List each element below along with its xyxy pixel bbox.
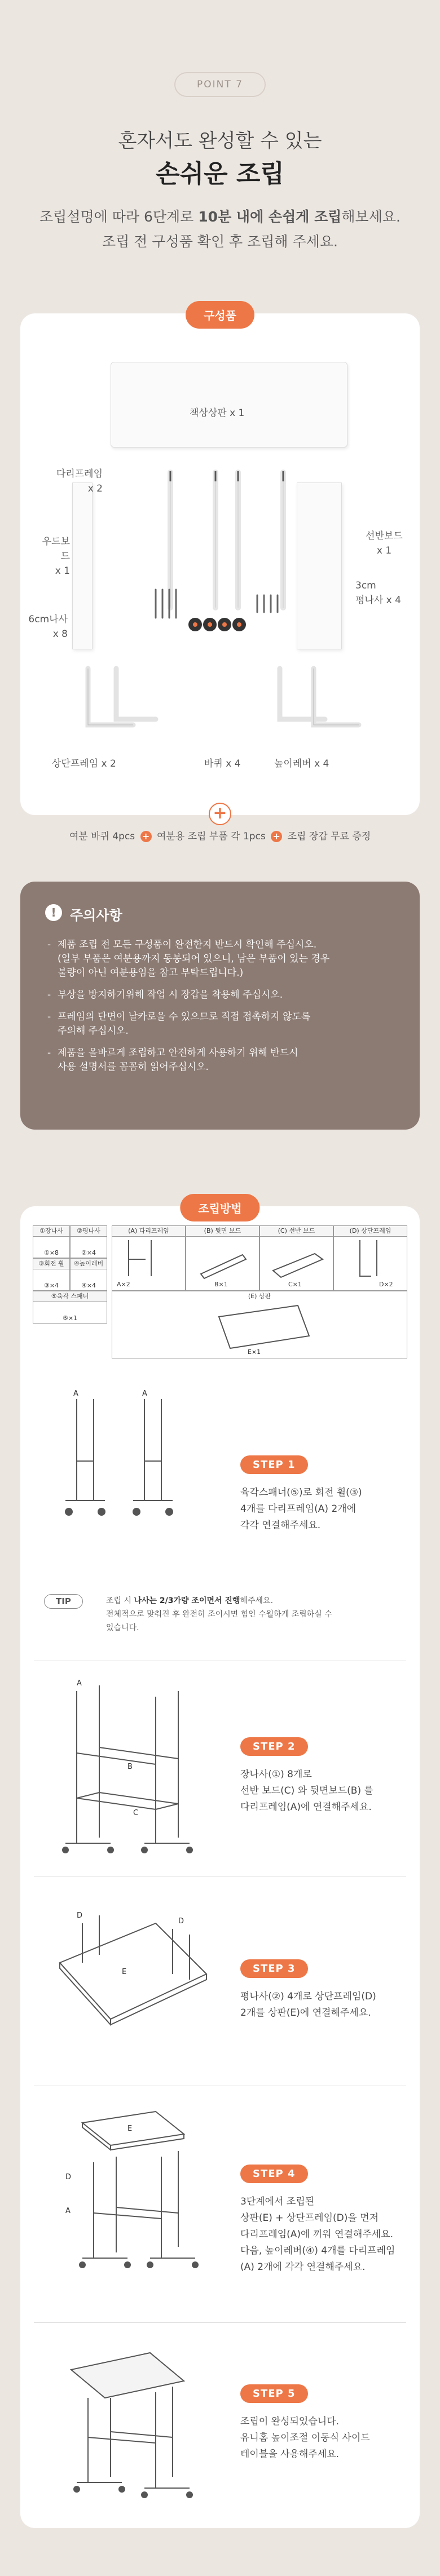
tip-text xyxy=(106,1594,399,1635)
label-d: D xyxy=(178,1917,184,1926)
notice-item: - 제품 조립 전 모든 구성품이 완전한지 반드시 확인해 주십시오. (일부 부품은 여분용까지 동봉되어 있으니, 남은 부품이 있는 경우 불량이 아닌 여분용임을 참고 부탁드립니다.) xyxy=(45,938,395,980)
step-3-diagram xyxy=(43,1889,212,2053)
top-board-label: 책상상판 x 1 xyxy=(190,408,245,419)
label-c: C xyxy=(133,1809,139,1817)
method-badge: 조립방법 xyxy=(180,1194,259,1221)
step-2-diagram xyxy=(43,1674,212,1860)
notice-title: 주의사항 xyxy=(70,908,122,923)
panel-title: (D) 상단프레임 xyxy=(334,1226,407,1237)
top-frame-label: 상단프레임 x 2 xyxy=(52,758,116,769)
plus-icon: + xyxy=(209,803,231,825)
step-5-badge: STEP 5 xyxy=(240,2384,308,2403)
notice-item: - 부상을 방지하기위해 작업 시 장갑을 착용해 주십시오. xyxy=(45,988,395,1002)
intro-line-1 xyxy=(0,205,440,229)
intro-bold: 10분 내에 손쉽게 조립 xyxy=(198,209,342,225)
notice-card xyxy=(20,882,420,1130)
hw-title: ⑤육각 스패너 xyxy=(33,1291,107,1302)
step-5-text: 조립이 완성되었습니다. 유니홈 높이조절 이동식 사이드 테이블을 사용해주세요. xyxy=(240,2416,370,2460)
hw-count: ④×4 xyxy=(81,1282,96,1289)
hw-cell xyxy=(70,1258,107,1291)
screw-3cm-label: 3cm 평나사 x 4 xyxy=(355,580,401,606)
wood-board-label: 우드보드 x 1 xyxy=(42,536,70,577)
hw-cell xyxy=(70,1225,107,1258)
tip-bold: 나사는 2/3가량 조이면서 진행 xyxy=(134,1596,240,1605)
hardware-image xyxy=(150,578,285,640)
point-badge: POINT 7 xyxy=(174,72,266,97)
panel-count: C×1 xyxy=(288,1281,302,1288)
hw-count: ①×8 xyxy=(43,1249,59,1256)
label-a: A xyxy=(77,1679,82,1688)
page-title: 손쉬운 조립 xyxy=(156,160,284,188)
parts-drawings xyxy=(112,1225,407,1358)
step-2-badge: STEP 2 xyxy=(240,1737,308,1756)
shelf-board-image xyxy=(297,483,342,649)
panel-title: (A) 다리프레임 xyxy=(112,1226,185,1237)
levelers-label: 높이레버 x 4 xyxy=(274,758,329,769)
step-3-badge: STEP 3 xyxy=(240,1959,308,1978)
step-1-diagram xyxy=(54,1388,190,1534)
label-e: E xyxy=(127,2124,133,2133)
step-divider xyxy=(34,2322,406,2323)
notice-item: - 제품을 올바르게 조립하고 안전하게 사용하기 위해 반드시 사용 설명서를 꼼꼼히 읽어주십시오. xyxy=(45,1046,395,1074)
label-a: A xyxy=(65,2207,71,2215)
notice-list xyxy=(45,938,395,1082)
label-a: A xyxy=(142,1389,147,1398)
tip-pre: 조립 시 xyxy=(106,1596,134,1605)
panel-title: (E) 상판 xyxy=(248,1293,271,1300)
hw-title: ②평나사 xyxy=(71,1226,107,1237)
plus-icon: + xyxy=(140,831,152,842)
components-card xyxy=(20,309,420,823)
panel-title: (C) 선반 보드 xyxy=(260,1226,333,1237)
parts-table xyxy=(33,1225,407,1358)
wheels-label: 바퀴 x 4 xyxy=(204,758,241,769)
leg-frame-label: 다리프레임 x 2 xyxy=(56,468,103,494)
hw-title: ③회전 휠 xyxy=(33,1259,69,1269)
label-e: E xyxy=(122,1968,127,1976)
shelf-board-label: 선반보드 x 1 xyxy=(366,530,403,556)
intro-line-2: 조립 전 구성품 확인 후 조립해 주세요. xyxy=(102,233,338,250)
panel-count: E×1 xyxy=(248,1348,261,1356)
extra-item-1: 여분 바퀴 4pcs xyxy=(69,831,135,842)
panel-title: (B) 뒷면 보드 xyxy=(186,1226,259,1237)
plus-icon: + xyxy=(271,831,282,842)
label-a: A xyxy=(73,1389,78,1398)
hw-title: ①장나사 xyxy=(33,1226,69,1237)
hw-cell xyxy=(33,1258,70,1291)
intro-post: 해보세요. xyxy=(341,209,401,225)
step-1-text: 육각스패너(⑤)로 회전 휠(③) 4개를 다리프레임(A) 2개에 각각 연결해주세요. xyxy=(240,1487,362,1531)
step-4-badge: STEP 4 xyxy=(240,2165,308,2183)
hw-cell xyxy=(33,1225,70,1258)
hw-count: ⑤×1 xyxy=(62,1314,78,1322)
step-4-diagram xyxy=(43,2100,212,2281)
panel-count: B×1 xyxy=(214,1281,228,1288)
hw-cell xyxy=(33,1291,107,1324)
hw-count: ③×4 xyxy=(43,1282,59,1289)
step-5-diagram xyxy=(43,2336,212,2505)
screw-6cm-label: 6cm나사 x 8 xyxy=(28,614,68,640)
label-d: D xyxy=(65,2173,72,2181)
step-4-text: 3단계에서 조립된 상판(E) + 상단프레임(D)을 먼저 다리프레임(A)에 끼워 연결해주세요. 다음, 높이레버(④) 4개를 다리프레임 (A) 2개에 각각 연결해주세요. xyxy=(240,2196,395,2273)
extras-line xyxy=(20,828,420,842)
label-d: D xyxy=(77,1911,83,1920)
step-2-text: 장나사(①) 8개로 선반 보드(C) 와 뒷면보드(B) 를 다리프레임(A)에 연결해주세요. xyxy=(240,1769,373,1813)
panel-count: A×2 xyxy=(117,1281,130,1288)
label-b: B xyxy=(127,1763,133,1771)
tip-post: 해주세요. 전체적으로 맞춰진 후 완전히 조이시면 힘인 수월하게 조립하실 수 있습니다. xyxy=(106,1596,332,1632)
method-card xyxy=(20,1202,420,2528)
notice-item: - 프레임의 단면이 날카로울 수 있으므로 직접 접촉하지 않도록 주의해 주십시오. xyxy=(45,1010,395,1038)
extra-item-2: 여분용 조립 부품 각 1pcs xyxy=(156,831,266,842)
step-1-badge: STEP 1 xyxy=(240,1455,308,1474)
hw-count: ②×4 xyxy=(81,1249,96,1256)
intro-pre: 조립설명에 따라 6단계로 xyxy=(39,209,199,225)
exclamation-icon: ! xyxy=(45,904,62,921)
components-badge: 구성품 xyxy=(186,301,254,329)
tip-badge: TIP xyxy=(44,1594,83,1609)
hw-title: ④높이레버 xyxy=(71,1259,107,1269)
step-3-text: 평나사(②) 4개로 상단프레임(D) 2개를 상판(E)에 연결해주세요. xyxy=(240,1991,376,2019)
panel-count: D×2 xyxy=(379,1281,393,1288)
header-subtitle: 혼자서도 완성할 수 있는 xyxy=(118,130,322,152)
top-board-image xyxy=(111,362,347,448)
extra-item-3: 조립 장갑 무료 증정 xyxy=(287,831,371,842)
wood-board-image xyxy=(72,483,93,649)
top-frames-image xyxy=(65,657,381,742)
